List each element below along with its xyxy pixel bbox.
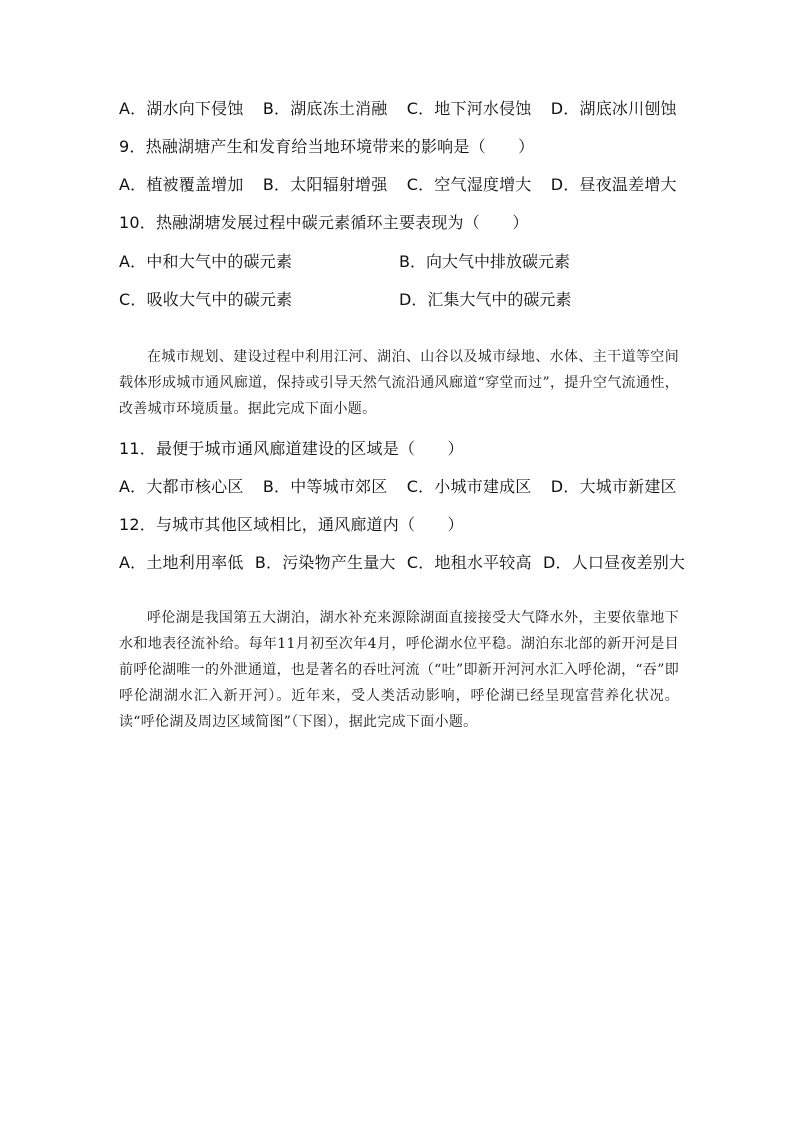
passage-ventilation-corridor: 在城市规划、建设过程中利用江河、湖泊、山谷以及城市绿地、水体、主干道等空间载体形成城市通风廊道，保持或引导天然气流沿通风廊道“穿堂而过”，提升空气流通性，改善城市环境质量。据此完成下面小题。 [119, 349, 679, 417]
q10-option-a: A．中和大气中的碳元素 [119, 252, 293, 271]
q11-stem: 11．最便于城市通风廊道建设的区域是（ ） [119, 439, 464, 458]
q8-option-d: D．湖底冰川刨蚀 [550, 99, 677, 118]
q8-option-c: C．地下河水侵蚀 [406, 99, 532, 118]
q8-options [119, 98, 677, 120]
q11-options [119, 476, 677, 498]
q10-option-c: C．吸收大气中的碳元素 [119, 290, 293, 309]
q11-option-b: B．中等城市郊区 [262, 477, 388, 496]
q10-option-b: B．向大气中排放碳元素 [399, 252, 570, 271]
q11-option-d: D．大城市新建区 [550, 477, 677, 496]
q9-option-a: A．植被覆盖增加 [119, 175, 244, 194]
q12-options [119, 552, 685, 574]
q9-option-c: C．空气湿度增大 [406, 175, 532, 194]
q10-stem: 10．热融湖塘发展过程中碳元素循环主要表现为（ ） [119, 213, 529, 232]
q9-stem: 9．热融湖塘产生和发育给当地环境带来的影响是（ ） [119, 137, 535, 156]
q9-options [119, 174, 677, 196]
q9-option-d: D．昼夜温差增大 [550, 175, 677, 194]
q11-option-c: C．小城市建成区 [406, 477, 532, 496]
q12-stem: 12．与城市其他区域相比，通风廊道内（ ） [119, 515, 464, 534]
q12-option-b: B．污染物产生量大 [254, 553, 396, 572]
q12-option-a: A．土地利用率低 [119, 553, 244, 572]
q12-option-d: D．人口昼夜差别大 [543, 553, 686, 572]
q11-option-a: A．大都市核心区 [119, 477, 244, 496]
q8-option-b: B．湖底冻土消融 [262, 99, 388, 118]
q10-option-d: D．汇集大气中的碳元素 [399, 290, 572, 309]
q8-option-a: A．湖水向下侵蚀 [119, 99, 244, 118]
q9-option-b: B．太阳辐射增强 [262, 175, 388, 194]
q12-option-c: C．地租水平较高 [406, 553, 532, 572]
passage-hulun-lake: 呼伦湖是我国第五大湖泊，湖水补充来源除湖面直接接受大气降水外，主要依靠地下水和地表径流补给。每年11月初至次年4月，呼伦湖水位平稳。湖泊东北部的新开河是目前呼伦湖唯一的外泄通道，也是著名的吞吐河流（“吐”即新开河河水汇入呼伦湖，“吞”即呼伦湖湖水汇入新开河）。近年来，受人类活动影响，呼伦湖已经呈现富营养化状况。读“呼伦湖及周边区域简图”（下图），据此完成下面小题。 [119, 610, 679, 730]
